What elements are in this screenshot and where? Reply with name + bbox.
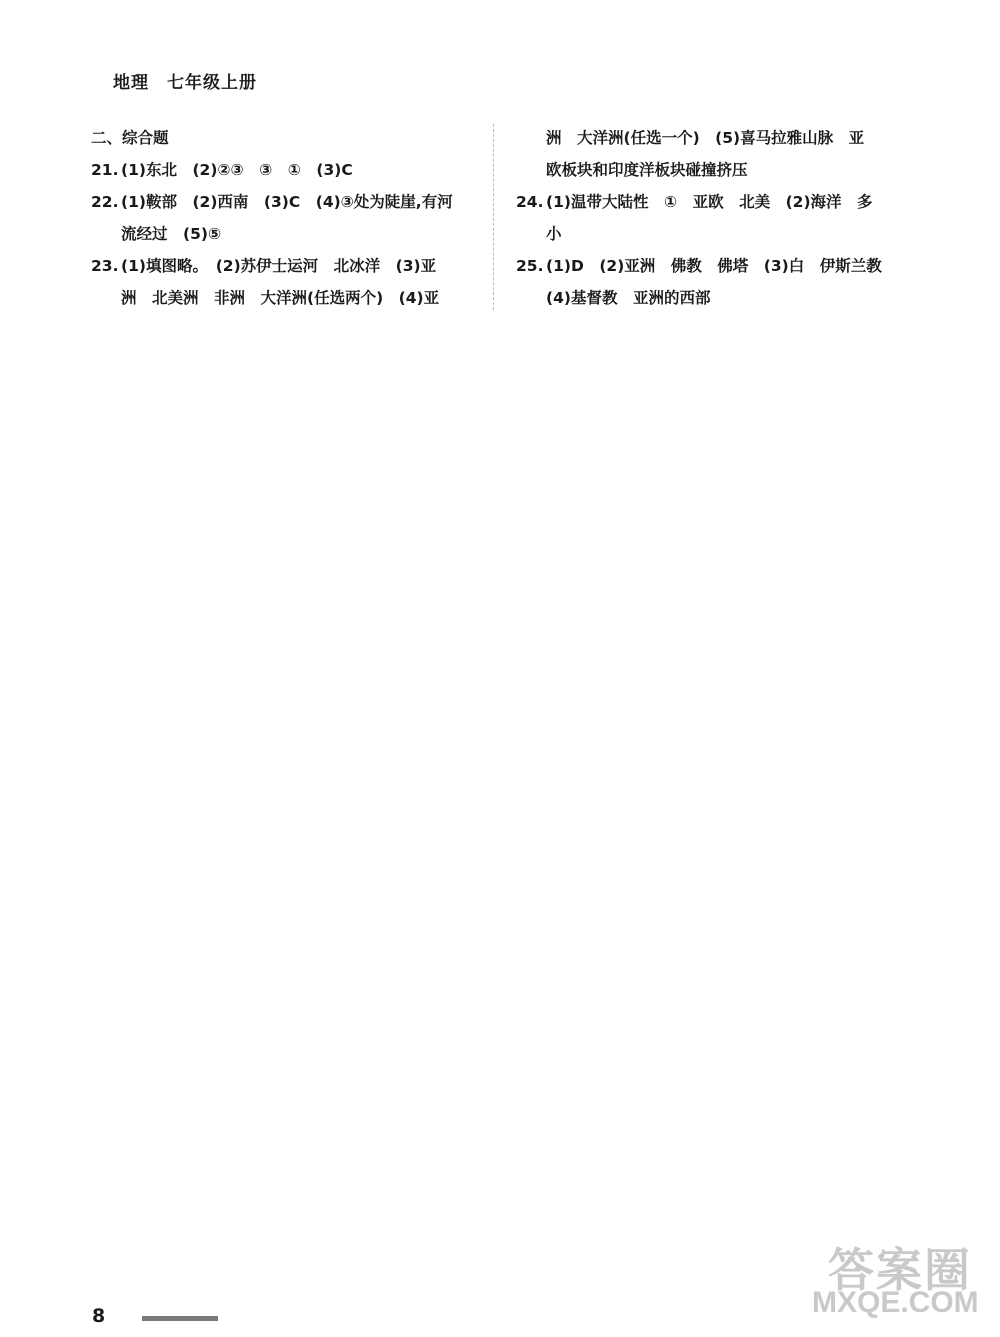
answer-text: (1)温带大陆性 ① 亚欧 北美 (2)海洋 多 — [546, 193, 873, 211]
column-divider — [493, 124, 494, 310]
answer-23-continued-3: 欧板块和印度洋板块碰撞挤压 — [546, 161, 748, 179]
answer-text: (1)D (2)亚洲 佛教 佛塔 (3)白 伊斯兰教 — [546, 257, 882, 275]
answers-left-column — [91, 122, 481, 314]
answer-25-continued: (4)基督教 亚洲的西部 — [546, 289, 711, 307]
answer-text: (1)东北 (2)②③ ③ ① (3)C — [121, 161, 353, 179]
answer-24-continued: 小 — [546, 225, 562, 243]
answer-text: (1)鞍部 (2)西南 (3)C (4)③处为陡崖,有河 — [121, 193, 453, 211]
answer-23-continued: 洲 北美洲 非洲 大洋洲(任选两个) (4)亚 — [121, 289, 440, 307]
watermark-title: 答案圈 — [828, 1245, 972, 1296]
answer-21 — [91, 154, 481, 186]
footer-bar — [142, 1316, 218, 1321]
answer-22-continued: 流经过 (5)⑤ — [121, 225, 222, 243]
question-number: 24. — [516, 193, 544, 211]
section-title: 二、综合题 — [91, 129, 169, 147]
watermark-logo — [790, 1230, 1000, 1337]
watermark-url: MXQE.COM — [812, 1286, 979, 1319]
question-number: 22. — [91, 193, 119, 211]
question-number: 21. — [91, 161, 119, 179]
page-number: 8 — [92, 1305, 106, 1327]
answer-24 — [516, 186, 906, 218]
answer-22 — [91, 186, 481, 218]
question-number: 23. — [91, 257, 119, 275]
answers-right-column — [516, 122, 906, 314]
answer-23 — [91, 250, 481, 282]
page-header: 地理 七年级上册 — [113, 73, 257, 93]
answer-text: (1)填图略。 (2)苏伊士运河 北冰洋 (3)亚 — [121, 257, 437, 275]
answer-23-continued-2: 洲 大洋洲(任选一个) (5)喜马拉雅山脉 亚 — [546, 129, 865, 147]
question-number: 25. — [516, 257, 544, 275]
answer-25 — [516, 250, 906, 282]
